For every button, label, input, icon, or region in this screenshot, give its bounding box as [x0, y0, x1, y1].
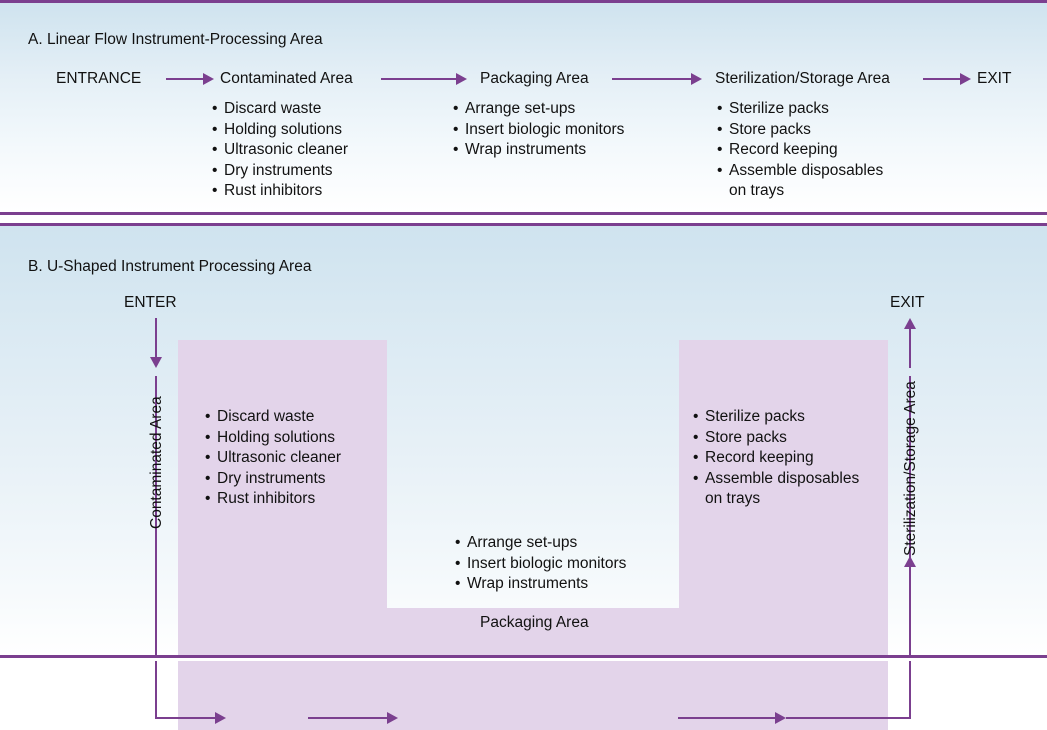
- panel-a-entrance-label: ENTRANCE: [56, 70, 142, 87]
- list-item: • Rust inhibitors: [205, 489, 341, 510]
- panel-a-stage-1-title: Contaminated Area: [220, 70, 353, 87]
- list-item: • Ultrasonic cleaner: [205, 448, 341, 469]
- list-item: • Insert biologic monitors: [453, 120, 624, 141]
- panel-b-caption: B. U-Shaped Instrument Processing Area: [28, 258, 312, 275]
- panel-a-arrow-4: [923, 73, 971, 85]
- list-item: • Arrange set-ups: [453, 99, 624, 120]
- list-item-continuation: on trays: [705, 490, 761, 507]
- panel-a-stage-3-items: [717, 99, 883, 202]
- panel-a-caption: A. Linear Flow Instrument-Processing Area: [28, 31, 323, 48]
- list-item: • Holding solutions: [205, 428, 341, 449]
- list-item: • Record keeping: [717, 140, 883, 161]
- panel-a-exit-label: EXIT: [977, 70, 1012, 87]
- list-item: • Sterilize packs: [717, 99, 883, 120]
- panel-b-u-shaped-flow: [0, 226, 1047, 655]
- list-item: • Assemble disposables: [717, 161, 883, 182]
- panel-b-bottom-label: Packaging Area: [480, 614, 589, 631]
- panel-b-left-corner-line: [155, 620, 157, 718]
- list-item: • Holding solutions: [212, 120, 348, 141]
- panel-a-stage-2-items: [453, 99, 624, 161]
- list-item: • Assemble disposables: [693, 469, 859, 490]
- panel-b-exit-arrow: [904, 318, 916, 368]
- panel-b-bottom-line-2: [786, 717, 911, 719]
- panel-b-right-axis-label: Sterilization/Storage Area: [902, 381, 919, 556]
- panel-b-enter-label: ENTER: [124, 294, 177, 311]
- list-item: • Dry instruments: [205, 469, 341, 490]
- panel-b-bottom-border: [0, 655, 1047, 661]
- list-item-continuation: on trays: [729, 182, 785, 199]
- panel-a-stage-2-title: Packaging Area: [480, 70, 589, 87]
- panel-a-arrow-3: [612, 73, 702, 85]
- panel-a-arrow-1: [166, 73, 214, 85]
- panel-a-linear-flow: [0, 0, 1047, 212]
- list-item: • Sterilize packs: [693, 407, 859, 428]
- list-item: • Wrap instruments: [453, 140, 624, 161]
- panel-b-exit-label: EXIT: [890, 294, 925, 311]
- panel-a-arrow-2: [381, 73, 467, 85]
- panel-b-sterilization-items: [693, 407, 859, 510]
- list-item: • Dry instruments: [212, 161, 348, 182]
- panel-divider: [0, 212, 1047, 226]
- list-item: • Record keeping: [693, 448, 859, 469]
- list-item: • Store packs: [717, 120, 883, 141]
- list-item: • Arrange set-ups: [455, 533, 626, 554]
- list-item: • Discard waste: [212, 99, 348, 120]
- list-item: • Ultrasonic cleaner: [212, 140, 348, 161]
- list-item: • Discard waste: [205, 407, 341, 428]
- panel-a-stage-3-title: Sterilization/Storage Area: [715, 70, 890, 87]
- panel-b-bottom-arrow-2: [308, 712, 398, 724]
- list-item: • Rust inhibitors: [212, 181, 348, 202]
- list-item: • Wrap instruments: [455, 574, 626, 595]
- panel-b-left-axis-label: Contaminated Area: [148, 396, 165, 529]
- list-item: • Store packs: [693, 428, 859, 449]
- list-item: • Insert biologic monitors: [455, 554, 626, 575]
- panel-b-bottom-arrow-1: [178, 712, 226, 724]
- panel-a-stage-1-items: [212, 99, 348, 202]
- panel-b-contaminated-items: [205, 407, 341, 510]
- panel-b-enter-arrow: [150, 318, 162, 368]
- panel-b-bottom-arrow-3: [678, 712, 786, 724]
- panel-b-packaging-items: [455, 533, 626, 595]
